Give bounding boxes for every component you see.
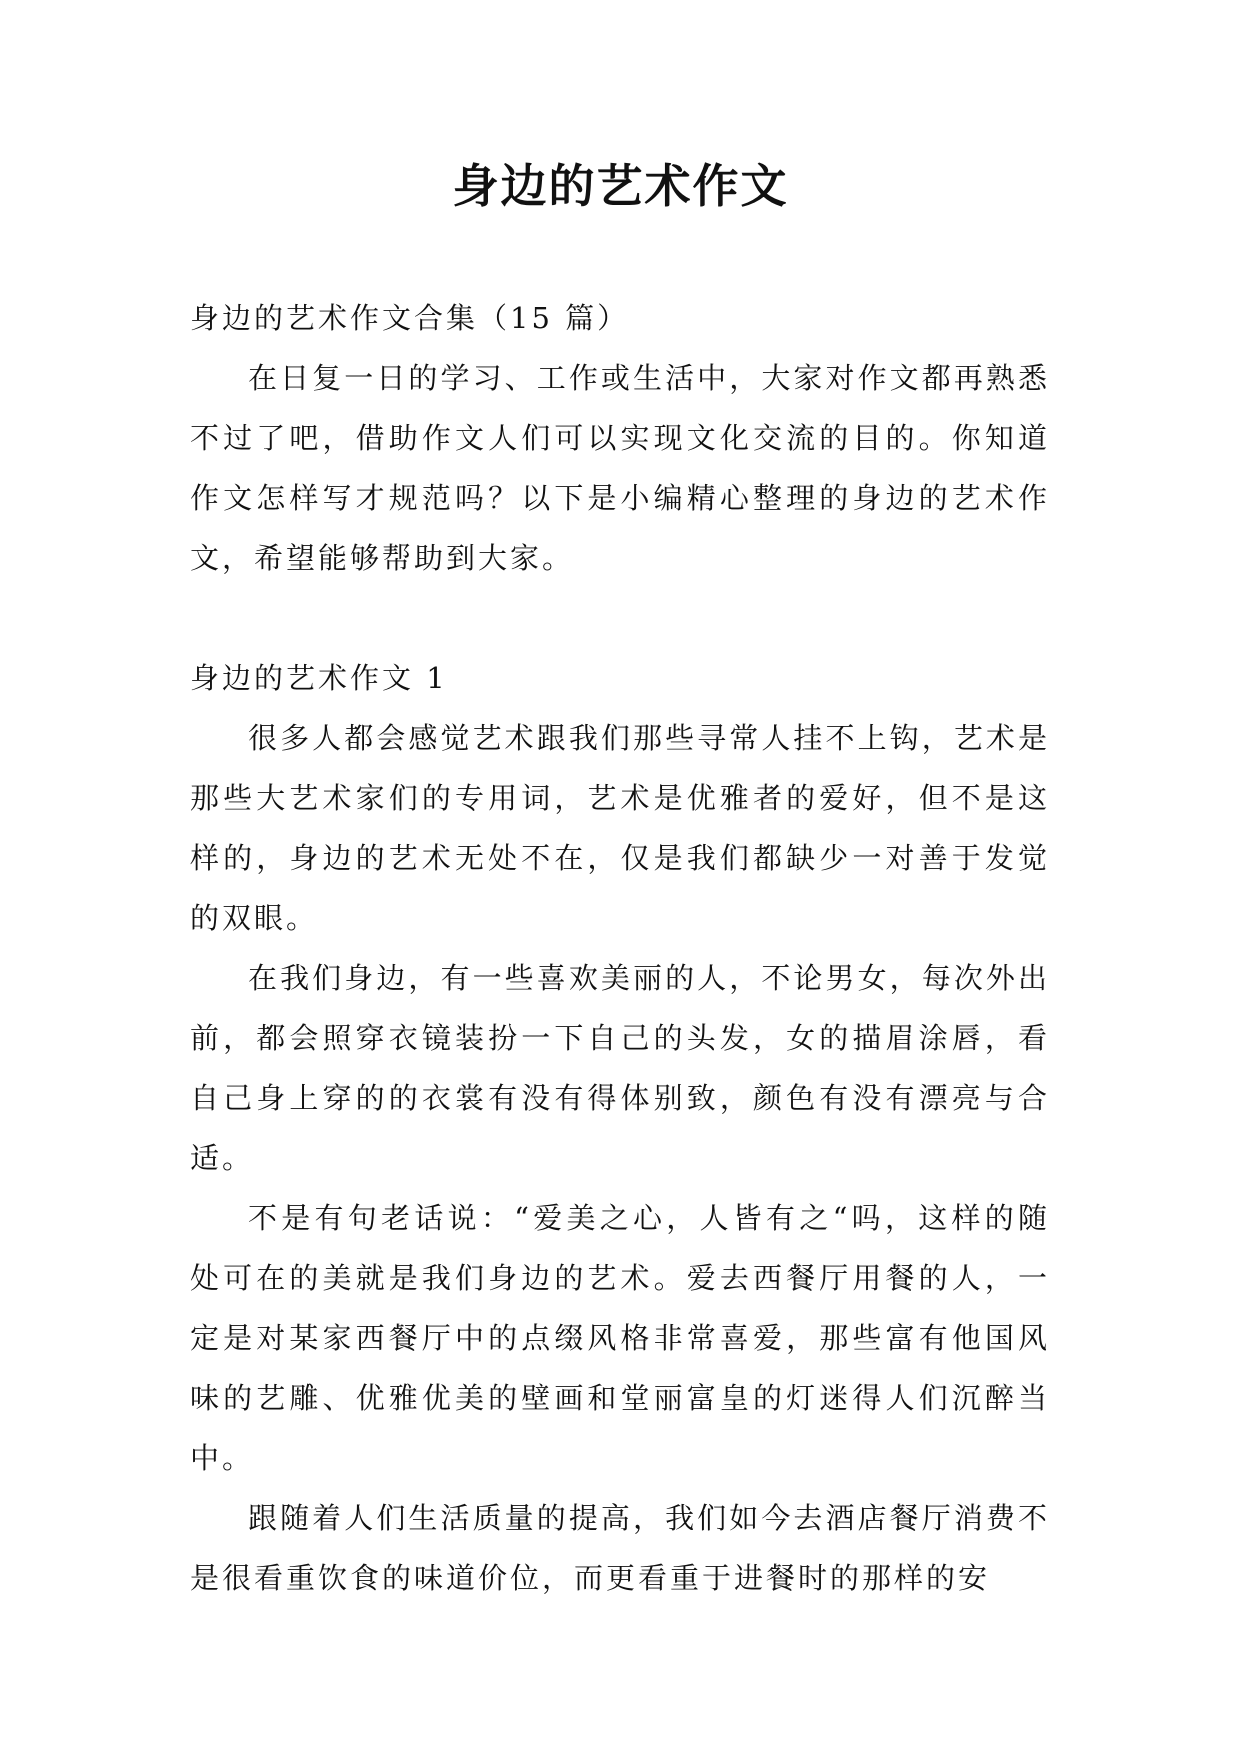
essay-paragraph: 很多人都会感觉艺术跟我们那些寻常人挂不上钩，艺术是那些大艺术家们的专用词，艺术是优雅者的爱好，但不是这样的，身边的艺术无处不在，仅是我们都缺少一对善于发觉的双眼。 <box>190 721 1050 935</box>
document-body <box>190 288 1050 1608</box>
essay-paragraph: 在我们身边，有一些喜欢美丽的人，不论男女，每次外出前，都会照穿衣镜装扮一下自己的头发，女的描眉涂唇，看自己身上穿的的衣裳有没有得体别致，颜色有没有漂亮与合适。 <box>190 961 1050 1175</box>
essay-paragraph: 不是有句老话说：“爱美之心，人皆有之“吗，这样的随处可在的美就是我们身边的艺术。爱去西餐厅用餐的人，一定是对某家西餐厅中的点缀风格非常喜爱，那些富有他国风味的艺雕、优雅优美的壁画和堂丽富皇的灯迷得人们沉醉当中。 <box>190 1201 1050 1475</box>
document-title: 身边的艺术作文 <box>452 159 789 213</box>
section-spacer <box>190 588 1050 648</box>
collection-heading: 身边的艺术作文合集（15 篇） <box>190 301 630 335</box>
essay-paragraph: 跟随着人们生活质量的提高，我们如今去酒店餐厅消费不是很看重饮食的味道价位，而更看重于进餐时的那样的安 <box>190 1501 1050 1595</box>
essay-heading: 身边的艺术作文 1 <box>190 661 448 695</box>
intro-paragraph: 在日复一日的学习、工作或生活中，大家对作文都再熟悉不过了吧，借助作文人们可以实现文化交流的目的。你知道作文怎样写才规范吗？以下是小编精心整理的身边的艺术作文，希望能够帮助到大家。 <box>190 361 1050 575</box>
